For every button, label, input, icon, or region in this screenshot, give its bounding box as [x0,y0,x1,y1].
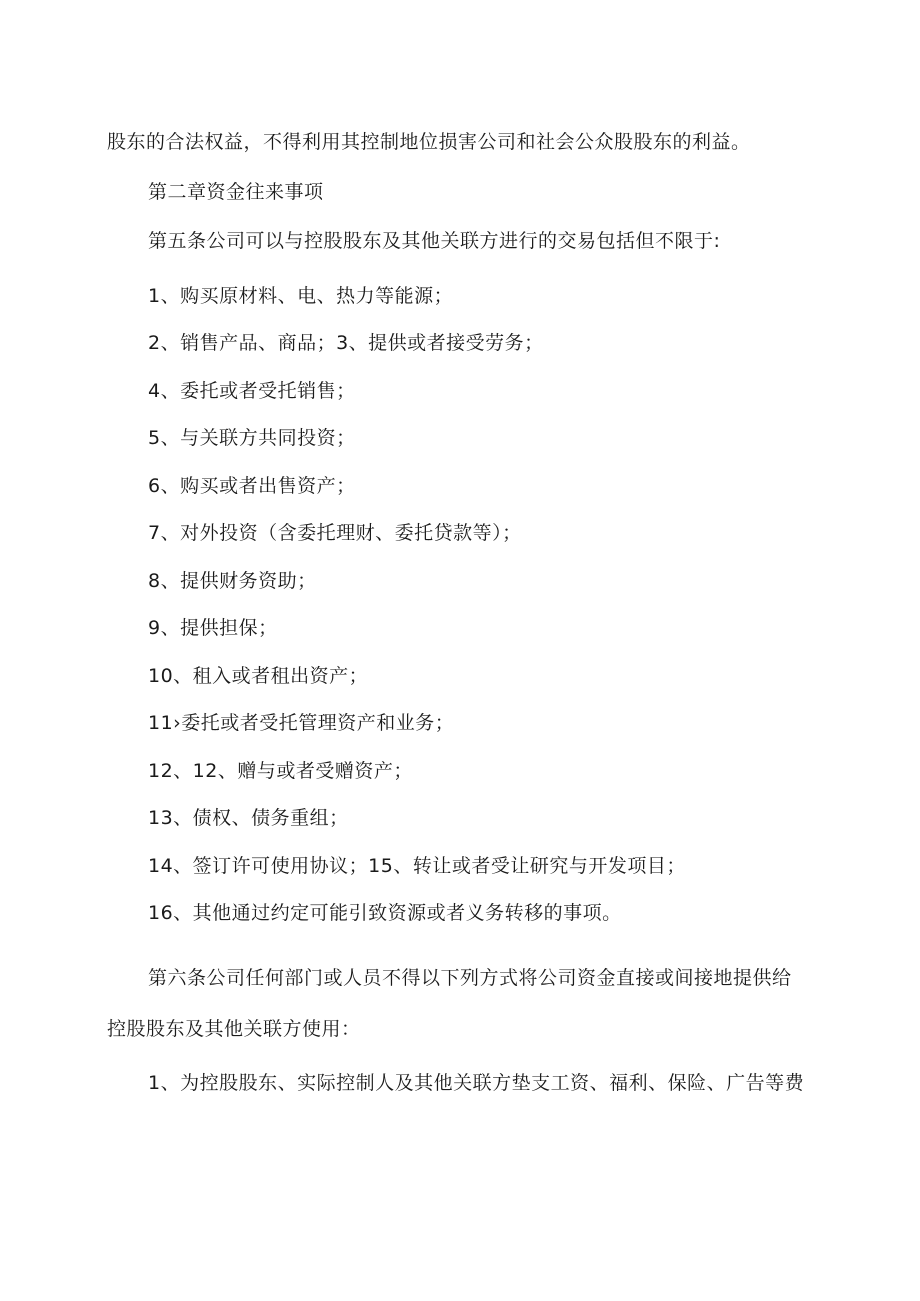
list-item: 9、提供担保； [148,617,278,639]
list-item: 16、其他通过约定可能引致资源或者义务转移的事项。 [148,902,622,924]
paragraph-line: 控股股东及其他关联方使用： [107,1018,361,1040]
list-item: 13、债权、债务重组； [148,807,349,829]
list-item: 8、提供财务资助； [148,570,317,592]
list-item: 2、销售产品、商品；3、提供或者接受劳务； [148,332,544,354]
list-item: 5、与关联方共同投资； [148,427,356,449]
article-line: 第五条公司可以与控股股东及其他关联方进行的交易包括但不限于: [148,230,721,252]
list-item: 10、租入或者租出资产； [148,665,369,687]
list-item: 12、12、赠与或者受赠资产； [148,760,413,782]
list-item: 1、为控股股东、实际控制人及其他关联方垫支工资、福利、保险、广告等费 [148,1072,805,1094]
chapter-heading: 第二章资金往来事项 [148,181,324,203]
list-item: 11›委托或者受托管理资产和业务； [148,712,455,734]
list-item: 4、委托或者受托销售； [148,380,356,402]
list-item: 1、购买原材料、电、热力等能源； [148,285,454,307]
paragraph-line: 股东的合法权益，不得利用其控制地位损害公司和社会公众股股东的利益。 [107,131,751,153]
list-item: 6、购买或者出售资产； [148,475,356,497]
list-item: 14、签订许可使用协议；15、转让或者受让研究与开发项目； [148,855,686,877]
list-item: 7、对外投资（含委托理财、委托贷款等）； [148,522,522,544]
article-line: 第六条公司任何部门或人员不得以下列方式将公司资金直接或间接地提供给 [148,967,792,989]
